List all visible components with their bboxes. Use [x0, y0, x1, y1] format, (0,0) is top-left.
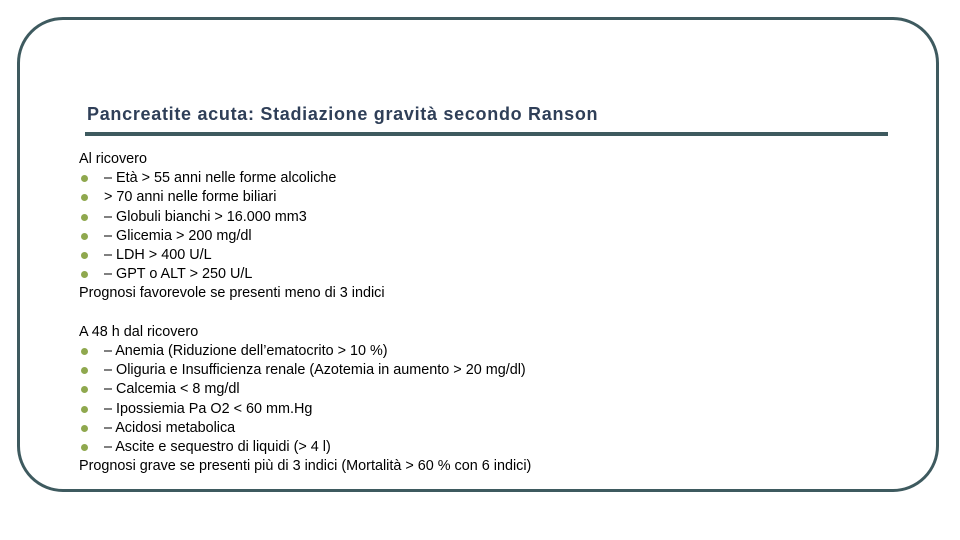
bullet-dot-icon: [81, 367, 88, 374]
admission-prognosis: Prognosi favorevole se presenti meno di 3 indici: [79, 285, 385, 302]
bullet-dot-icon: [81, 406, 88, 413]
after-48h-heading: A 48 h dal ricovero: [79, 323, 199, 340]
bullet-dot-icon: [81, 252, 88, 259]
list-item: [79, 380, 899, 399]
criterion-text: – Globuli bianchi > 16.000 mm3: [104, 208, 307, 225]
list-item: [79, 169, 899, 188]
list-item: [79, 208, 899, 227]
criterion-text: – Calcemia < 8 mg/dl: [104, 381, 240, 398]
list-item: [79, 188, 899, 207]
list-item: [79, 227, 899, 246]
after-48h-prognosis: Prognosi grave se presenti più di 3 indici (Mortalità > 60 % con 6 indici): [79, 458, 532, 475]
list-item: [79, 246, 899, 265]
bullet-dot-icon: [81, 348, 88, 355]
section-spacer: [79, 304, 899, 323]
slide-content: [79, 150, 899, 476]
list-item: [79, 342, 899, 361]
criterion-text: – LDH > 400 U/L: [104, 247, 212, 264]
bullet-dot-icon: [81, 175, 88, 182]
criterion-text: – Acidosi metabolica: [104, 419, 236, 436]
bullet-dot-icon: [81, 425, 88, 432]
list-item: [79, 419, 899, 438]
criterion-text: – GPT o ALT > 250 U/L: [104, 266, 253, 283]
bullet-dot-icon: [81, 214, 88, 221]
after-48h-criteria-list: [79, 342, 899, 457]
criterion-text: – Ipossiemia Pa O2 < 60 mm.Hg: [104, 400, 313, 417]
bullet-dot-icon: [81, 271, 88, 278]
list-item: [79, 361, 899, 380]
criterion-text: – Oliguria e Insufficienza renale (Azotemia in aumento > 20 mg/dl): [104, 362, 526, 379]
title-underline: [85, 132, 888, 136]
list-item: [79, 438, 899, 457]
admission-section: [79, 150, 899, 304]
bullet-dot-icon: [81, 233, 88, 240]
bullet-dot-icon: [81, 444, 88, 451]
criterion-text: – Ascite e sequestro di liquidi (> 4 l): [104, 439, 331, 456]
bullet-dot-icon: [81, 194, 88, 201]
criterion-text: – Anemia (Riduzione dell’ematocrito > 10 %): [104, 343, 388, 360]
list-item: [79, 265, 899, 284]
list-item: [79, 400, 899, 419]
criterion-text: > 70 anni nelle forme biliari: [104, 189, 277, 206]
after-48h-section: [79, 323, 899, 477]
criterion-text: – Glicemia > 200 mg/dl: [104, 227, 252, 244]
admission-criteria-list: [79, 169, 899, 284]
bullet-dot-icon: [81, 386, 88, 393]
criterion-text: – Età > 55 anni nelle forme alcoliche: [104, 170, 337, 187]
admission-heading: Al ricovero: [79, 151, 147, 167]
slide-title: Pancreatite acuta: Stadiazione gravità secondo Ranson: [87, 104, 599, 124]
